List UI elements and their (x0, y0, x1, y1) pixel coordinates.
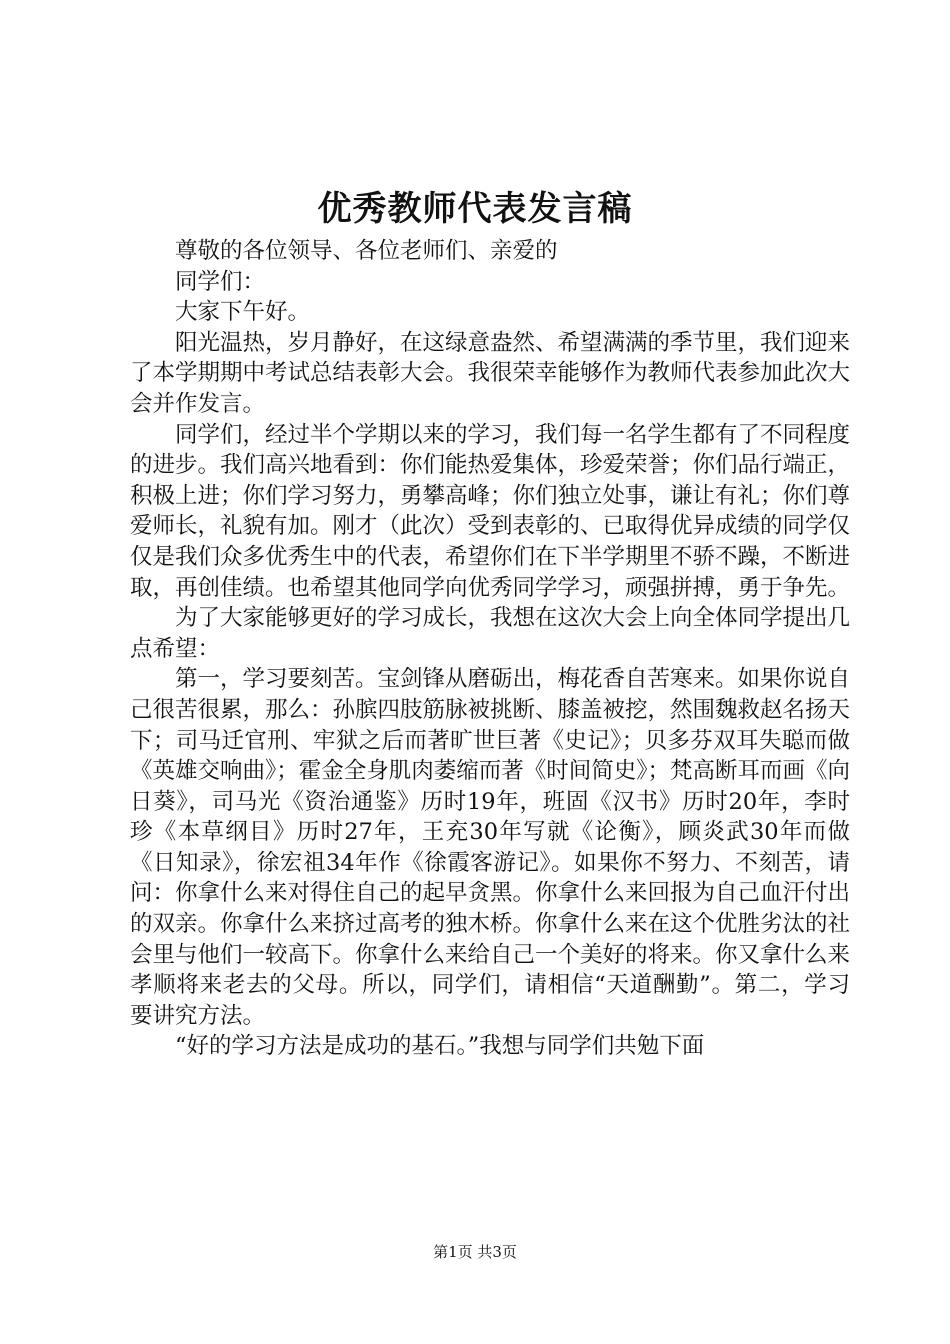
paragraph-students-progress: 同学们，经过半个学期以来的学习，我们每一名学生都有了不同程度的进步。我们高兴地看到：你们能热爱集体，珍爱荣誉；你们品行端正，积极上进；你们学习努力，勇攀高峰；你们独立处事，谦让有礼；你们尊爱师长，礼貌有加。刚才（此次）受到表彰的、已取得优异成绩的同学仅仅是我们众多优秀生中的代表，希望你们在下半学期里不骄不躁，不断进取，再创佳绩。也希望其他同学向优秀同学学习，顽强拼搏，勇于争先。 (130, 421, 851, 601)
page-footer: 第1页 共3页 (433, 1243, 517, 1261)
paragraph-study-method: “好的学习方法是成功的基石。”我想与同学们共勉下面 (175, 1033, 705, 1060)
salutation-line-2: 同学们： (175, 268, 266, 295)
paragraph-first-point: 第一，学习要刻苦。宝剑锋从磨砺出，梅花香自苦寒来。如果你说自己很苦很累，那么：孙膑四肢筋脉被挑断、膝盖被挖，然围魏救赵名扬天下；司马迁官刑、牢狱之后而著旷世巨著《史记》；贝多芬双耳失聪而做《英雄交响曲》；霍金全身肌肉萎缩而著《时间简史》；梵高断耳而画《向日葵》，司马光《资治通鉴》历时19年，班固《汉书》历时20年，李时珍《本草纲目》历时27年，王充30年写就《论衡》，顾炎武30年而做《日知录》，徐宏祖34年作《徐霞客游记》。如果你不努力、不刻苦，请问：你拿什么来对得住自己的起早贪黑。你拿什么来回报为自己血汗付出的双亲。你拿什么来挤过高考的独木桥。你拿什么来在这个优胜劣汰的社会里与他们一较高下。你拿什么来给自己一个美好的将来。你又拿什么来孝顺将来老去的父母。所以，同学们，请相信“天道酬勤”。第二，学习要讲究方法。 (130, 666, 851, 1029)
greeting: 大家下午好。 (175, 299, 311, 326)
salutation-line-1: 尊敬的各位领导、各位老师们、亲爱的 (175, 238, 558, 264)
document-title: 优秀教师代表发言稿 (317, 189, 633, 229)
document-body (130, 236, 850, 1062)
paragraph-hopes-intro: 为了大家能够更好的学习成长，我想在这次大会上向全体同学提出几点希望： (130, 605, 851, 662)
paragraph-opening: 阳光温热，岁月静好，在这绿意盎然、希望满满的季节里，我们迎来了本学期期中考试总结表彰大会。我很荣幸能够作为教师代表参加此次大会并作发言。 (130, 329, 851, 417)
